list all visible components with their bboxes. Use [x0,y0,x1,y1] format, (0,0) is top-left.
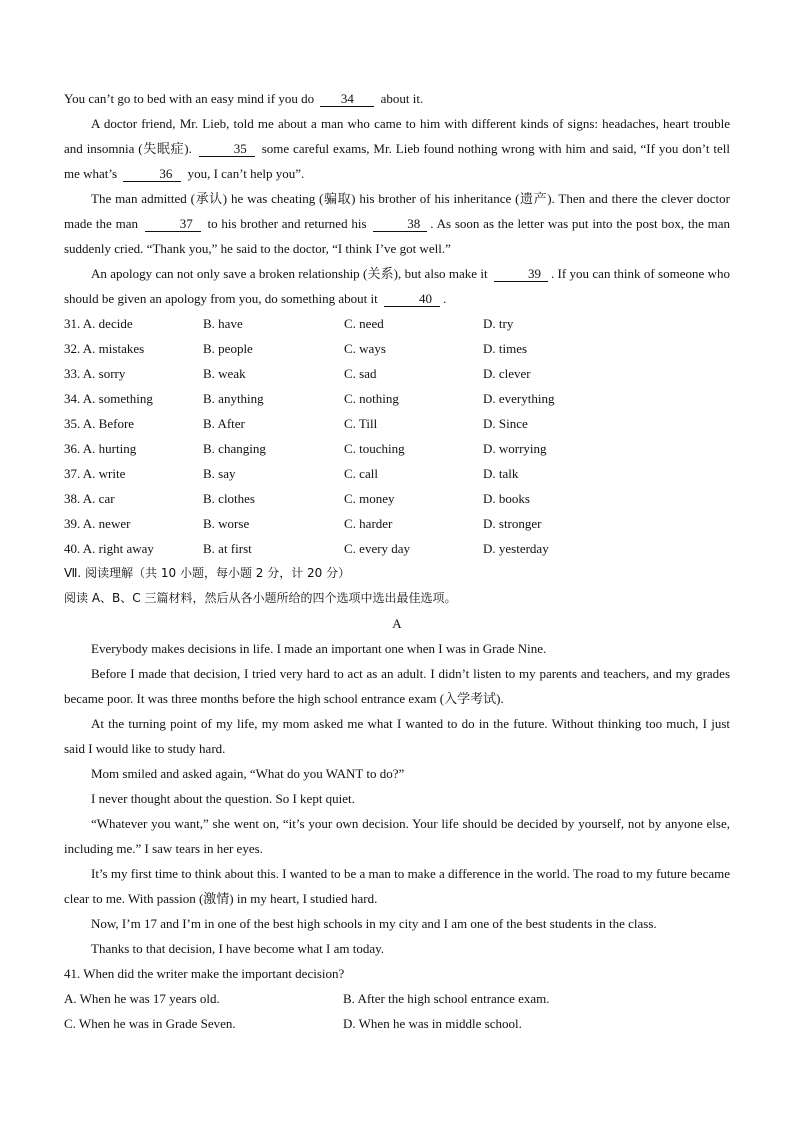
reading-paragraph: Mom smiled and asked again, “What do you WANT to do?” [91,766,405,781]
option-row [64,361,730,386]
option-row [64,386,730,411]
option-row [64,411,730,436]
option-c: C. need [344,316,384,331]
cloze-passage [64,86,730,311]
reading-paragraph: It’s my first time to think about this. I wanted to be a man to make a difference in the world. The road to my future became clear to me. With passion (激情) in my heart, I studied hard. [64,866,730,906]
option-c: C. call [344,466,378,481]
option-d: D. clever [483,366,531,381]
option-b: B. have [203,316,243,331]
answer-b: B. After the high school entrance exam. [343,991,550,1006]
option-d: D. times [483,341,528,356]
blank-38: 38 [373,216,427,232]
option-c: C. money [344,491,395,506]
option-a: 33. A. sorry [64,366,126,381]
option-d: D. everything [483,391,555,406]
reading-paragraph: At the turning point of my life, my mom asked me what I wanted to do in the future. Without thinking too much, I just said I would like to study hard. [64,716,730,756]
option-c: C. ways [344,341,386,356]
reading-paragraph: “Whatever you want,” she went on, “it’s your own decision. Your life should be decided by yourself, not by anyone else, including me.” I saw tears in her eyes. [64,816,730,856]
option-row [64,461,730,486]
blank-40: 40 [384,291,440,307]
option-a: 37. A. write [64,466,126,481]
option-row [64,311,730,336]
reading-paragraph: Thanks to that decision, I have become what I am today. [91,941,385,956]
section-title: Ⅶ. 阅读理解（共 10 小题，每小题 2 分，计 20 分） [64,566,351,580]
option-a: 38. A. car [64,491,115,506]
option-d: D. stronger [483,516,542,531]
option-b: B. clothes [203,491,255,506]
cloze-paragraph-3: The man admitted (承认) he was cheating (骗取) his brother of his inheritance (遗产). Then and there the clever doctor made the man 37 to his brother and returned his 38 . As soon as the letter was put into the post box, the man suddenly cried. “Thank you,” he said to the doctor, “I think I’ve got well.” [64,191,731,256]
answer-row [64,1011,730,1036]
option-a: 35. A. Before [64,416,135,431]
reading-paragraph: Everybody makes decisions in life. I made an important one when I was in Grade Nine. [91,641,547,656]
cloze-paragraph-4: An apology can not only save a broken relationship (关系), but also make it 39 . If you can think of someone who should be given an apology from you, do something about it 40 . [64,266,730,306]
answer-d: D. When he was in middle school. [343,1016,522,1031]
option-row [64,336,730,361]
option-b: B. anything [203,391,264,406]
answer-c: C. When he was in Grade Seven. [64,1016,236,1031]
option-a: 32. A. mistakes [64,341,145,356]
option-a: 34. A. something [64,391,153,406]
option-a: 40. A. right away [64,541,154,556]
blank-39: 39 [494,266,548,282]
option-b: B. changing [203,441,266,456]
reading-paragraph: I never thought about the question. So I kept quiet. [91,791,355,806]
answer-a: A. When he was 17 years old. [64,991,220,1006]
cloze-paragraph-1: You can’t go to bed with an easy mind if you do 34 about it. [64,91,424,106]
option-d: D. worrying [483,441,547,456]
option-c: C. harder [344,516,393,531]
option-b: B. say [203,466,236,481]
reading-paragraph: Before I made that decision, I tried very hard to act as an adult. I didn’t listen to my parents and teachers, and my grades became poor. It was three months before the high school entrance exam (入学考试). [64,666,730,706]
option-b: B. worse [203,516,250,531]
option-b: B. people [203,341,253,356]
option-c: C. sad [344,366,377,381]
option-c: C. Till [344,416,378,431]
option-a: 31. A. decide [64,316,133,331]
reading-paragraph: Now, I’m 17 and I’m in one of the best high schools in my city and I am one of the best students in the class. [91,916,657,931]
reading-section [64,561,730,1036]
option-a: 36. A. hurting [64,441,137,456]
option-d: D. Since [483,416,528,431]
answer-row [64,986,730,1011]
option-c: C. nothing [344,391,399,406]
blank-34: 34 [320,91,374,107]
section-instruction: 阅读 A、B、C 三篇材料，然后从各小题所给的四个选项中选出最佳选项。 [64,591,457,605]
question-41: 41. When did the writer make the important decision? [64,966,345,981]
option-b: B. After [203,416,245,431]
option-a: 39. A. newer [64,516,131,531]
cloze-options [64,311,730,561]
option-b: B. weak [203,366,246,381]
option-c: C. every day [344,541,411,556]
option-d: D. talk [483,466,519,481]
blank-37: 37 [145,216,201,232]
option-d: D. try [483,316,514,331]
option-row [64,511,730,536]
option-d: D. yesterday [483,541,549,556]
passage-label: A [392,616,402,631]
option-row [64,536,730,561]
blank-36: 36 [123,166,181,182]
option-d: D. books [483,491,530,506]
cloze-paragraph-2: A doctor friend, Mr. Lieb, told me about a man who came to him with different kinds of signs: headaches, heart trouble and insomnia (失眠症). 35 some careful exams, Mr. Lieb found nothing wrong with him and said, “If you don’t tell me what’s 36 you, I can’t help you”. [64,116,730,181]
blank-35: 35 [199,141,255,157]
option-row [64,436,730,461]
option-b: B. at first [203,541,252,556]
option-c: C. touching [344,441,405,456]
option-row [64,486,730,511]
